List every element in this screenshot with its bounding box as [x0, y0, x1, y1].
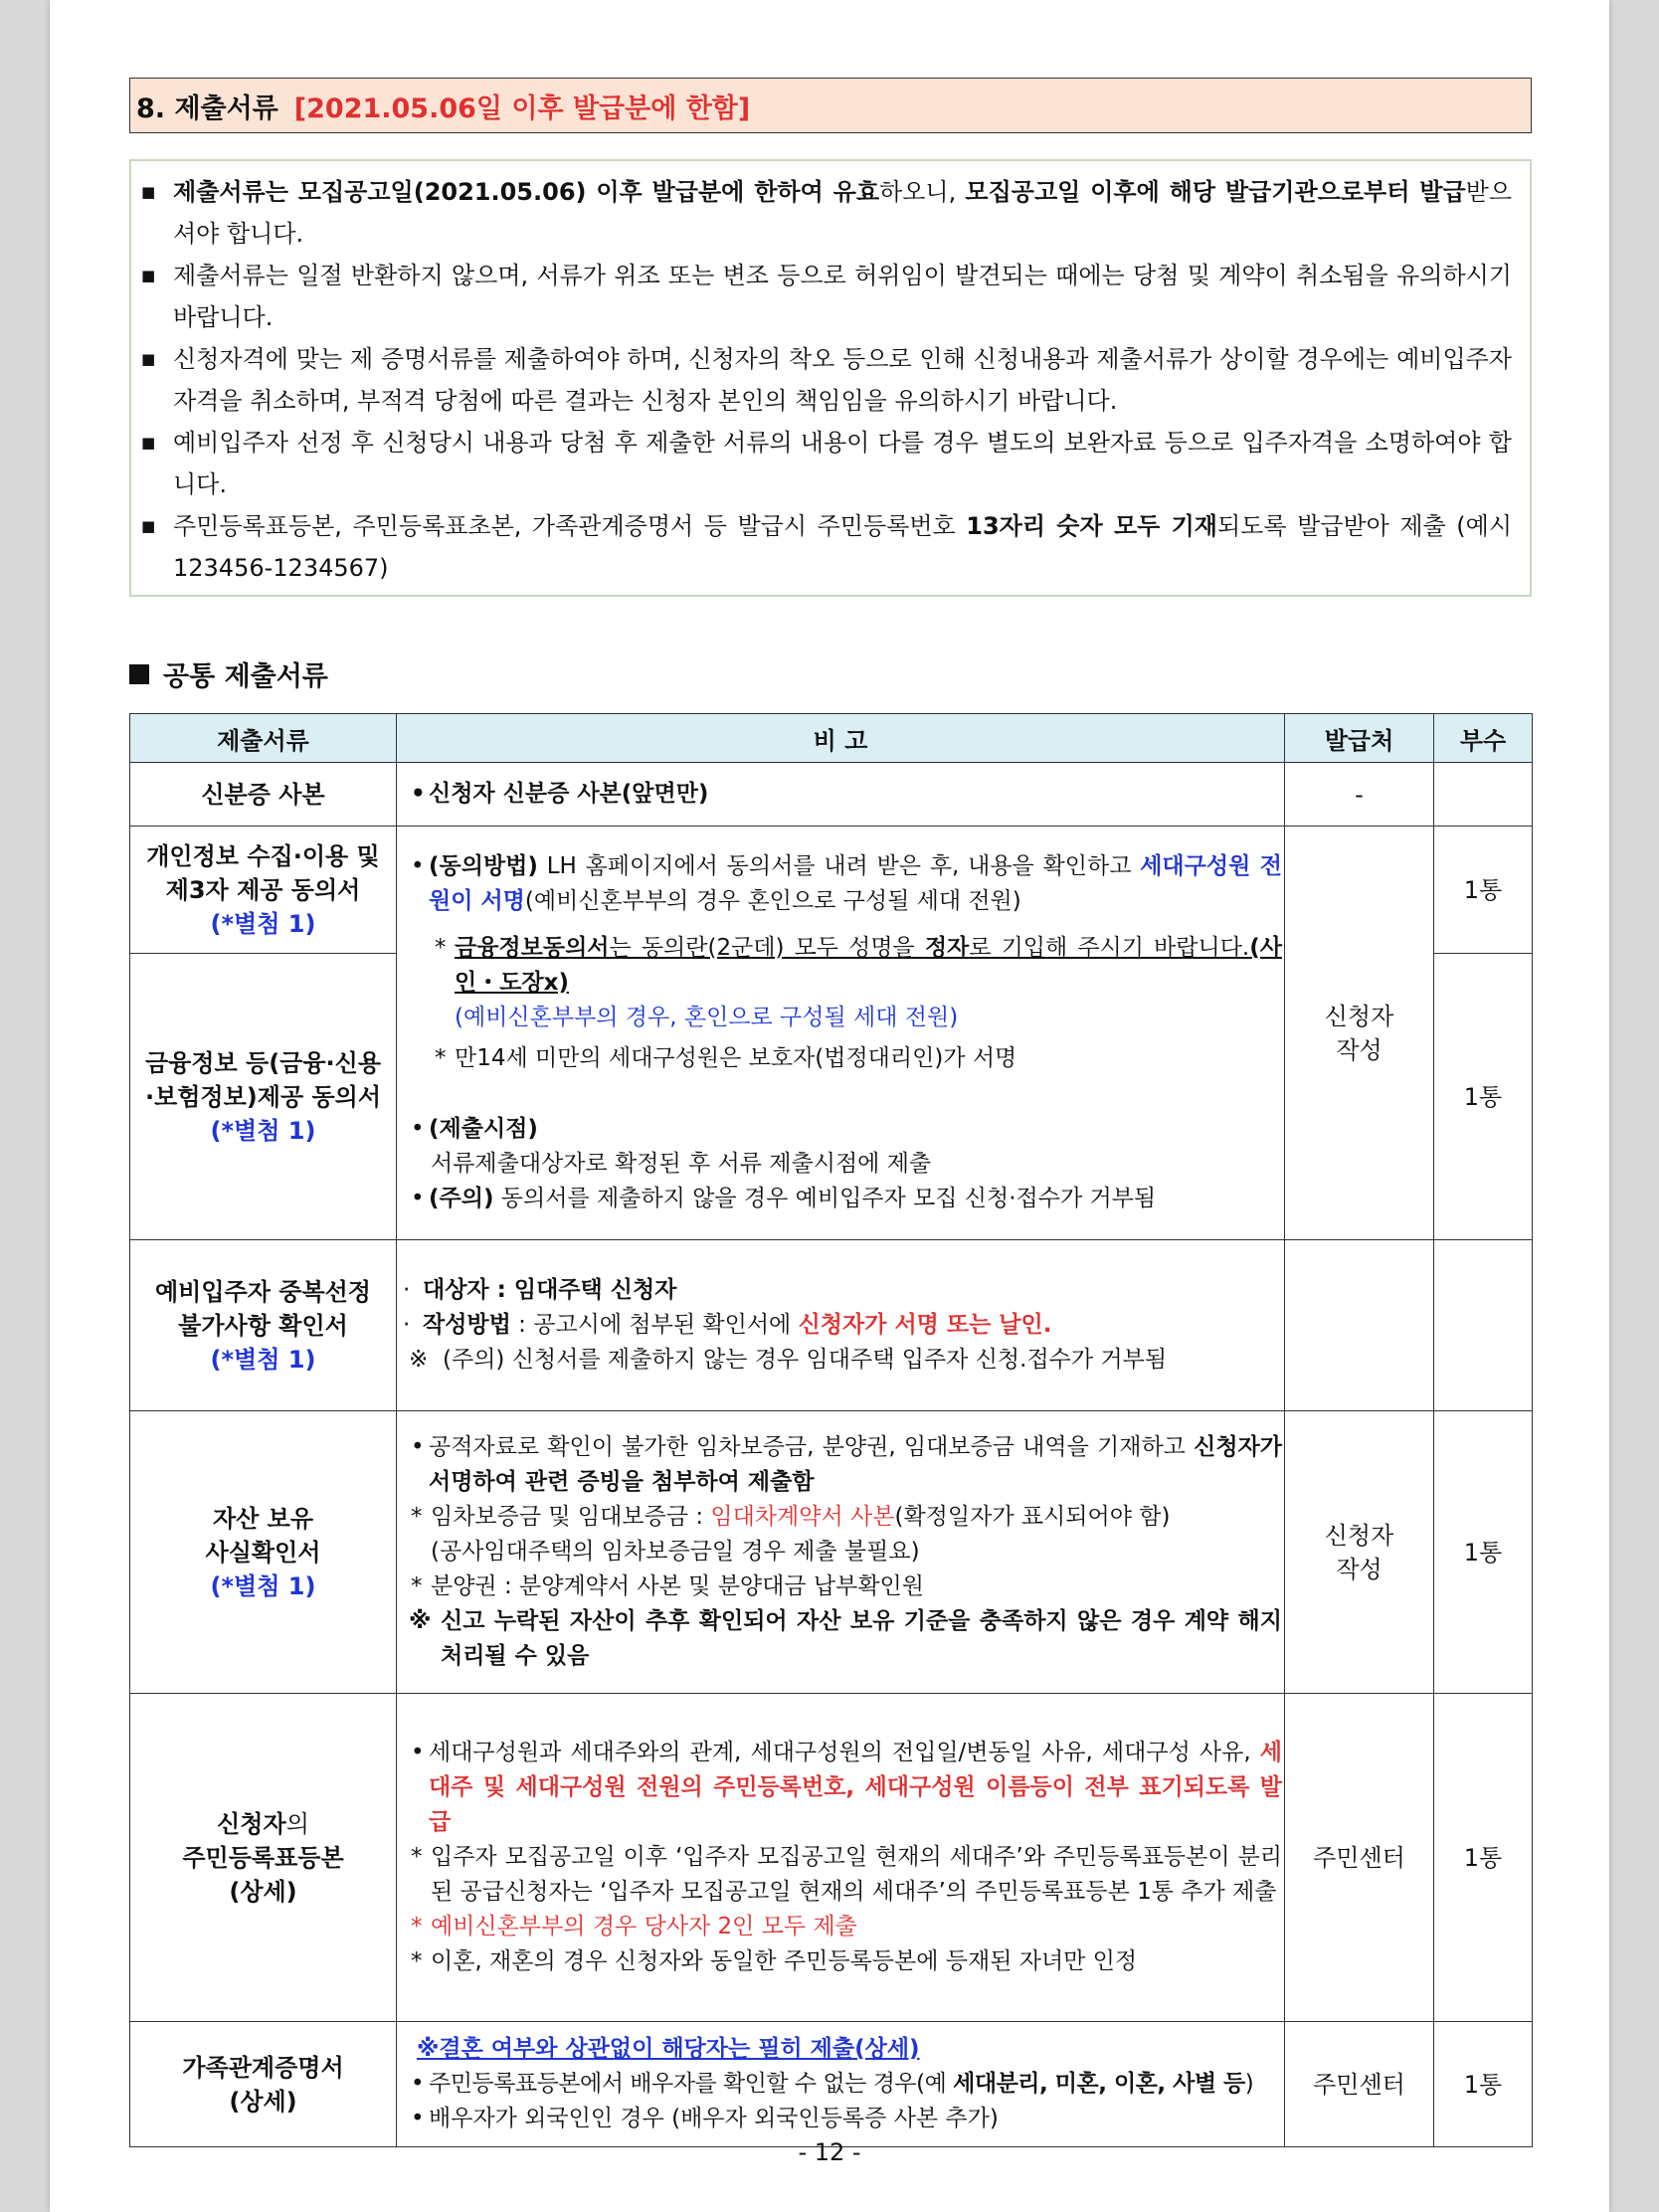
resident-remarks: • 세대구성원과 세대주와의 관계, 세대구성원의 전입일/변동일 사유, 세대구성 사유, 세대주 및 세대구성원 전원의 주민등록번호, 세대구성원 이름등이 전부 표기되도록 발급 * 입주자 모집공고일 이후 ‘입주자 모집공고일 현재의 세대주’와 주민등록표등본이 분리된 공급신청자는 ‘입주자 모집공고일 현재의 세대주’의 주민등록표등본 1통 추가 제출 * 예비신혼부부의 경우 당사자 2인 모두 제출 * 이혼, 재혼의 경우 신청자와 동일한 주민등록등본에 등재된 자녀만 인정 — [397, 1694, 1285, 2022]
header-remark: 비 고 — [397, 714, 1285, 763]
square-bullet-icon — [129, 664, 149, 684]
remark-text: • 신청자 신분증 사본(앞면만) — [403, 777, 1282, 812]
table-row — [130, 1240, 1533, 1411]
finance-consent-note: * 금융정보동의서는 동의란(2군데) 모두 성명을 정자로 기입해 주시기 바랍니다.(사인・도장x) — [403, 931, 1282, 1001]
doc-finance-consent: 금융정보 등(금융·신용 ·보험정보)제공 동의서 (*별첨 1) — [130, 954, 397, 1240]
header-doc: 제출서류 — [130, 714, 397, 763]
common-heading: 공통 제출서류 — [129, 654, 1532, 693]
issuer-cell: 신청자 작성 — [1285, 827, 1434, 1240]
page-number: - 12 - — [798, 2138, 861, 2166]
copies-cell: 1통 — [1434, 1411, 1533, 1694]
copies-cell: 1통 — [1434, 827, 1533, 954]
document-page — [50, 0, 1609, 2212]
submit-timing: • (제출시점) — [403, 1112, 1282, 1147]
doc-id-copy: 신분증 사본 — [130, 763, 397, 827]
header-copies: 부수 — [1434, 714, 1533, 763]
table-row — [130, 763, 1533, 827]
section-title-note: [2021.05.06일 이후 발급분에 한함] — [293, 92, 751, 124]
issuer-cell: 주민센터 — [1285, 1694, 1434, 2022]
asset-remarks: • 공적자료로 확인이 불가한 임차보증금, 분양권, 임대보증금 내역을 기재하고 신청자가 서명하여 관련 증빙을 첨부하여 제출함 * 임차보증금 및 임대보증금 : 임대차계약서 사본(확정일자가 표시되어야 함) (공사임대주택의 임차보증금일 경우 제출 불필요) * 분양권 : 분양계약서 사본 및 분양대금 납부확인원 ※ 신고 누락된 자산이 추후 확인되어 자산 보유 기준을 충족하지 않은 경우 계약 해지 처리될 수 있음 — [397, 1411, 1285, 1694]
table-header-row — [130, 714, 1533, 763]
doc-duplicate-check: 예비입주자 중복선정 불가사항 확인서 (*별첨 1) — [130, 1240, 397, 1411]
note-item: ■ 주민등록표등본, 주민등록표초본, 가족관계증명서 등 발급시 주민등록번호 13자리 숫자 모두 기재되도록 발급받아 제출 (예시 123456-1234567) — [139, 505, 1512, 589]
header-issuer: 발급처 — [1285, 714, 1434, 763]
table-row — [130, 1411, 1533, 1694]
doc-family-relation: 가족관계증명서 (상세) — [130, 2022, 397, 2147]
duplicate-remarks: · 대상자 : 임대주택 신청자 · 작성방법 : 공고시에 첨부된 확인서에 신청자가 서명 또는 날인. ※ (주의) 신청서를 제출하지 않는 경우 임대주택 입주자 신청.접수가 거부됨 — [397, 1240, 1285, 1411]
copies-cell: 1통 — [1434, 2022, 1533, 2147]
newlywed-note: (예비신혼부부의 경우, 혼인으로 구성될 세대 전원) — [455, 1005, 959, 1030]
notes-box — [129, 159, 1532, 597]
section-title — [129, 78, 1532, 133]
minor-note: * 만14세 미만의 세대구성원은 보호자(법정대리인)가 서명 — [403, 1041, 1282, 1076]
doc-asset-confirm: 자산 보유 사실확인서 (*별첨 1) — [130, 1411, 397, 1694]
note-item: ■ 예비입주자 선정 후 신청당시 내용과 당첨 후 제출한 서류의 내용이 다를 경우 별도의 보완자료 등으로 입주자격을 소명하여야 합니다. — [139, 422, 1512, 505]
issuer-cell — [1285, 1240, 1434, 1411]
note-item: ■ 제출서류는 일절 반환하지 않으며, 서류가 위조 또는 변조 등으로 허위임이 발견되는 때에는 당첨 및 계약이 취소됨을 유의하시기 바랍니다. — [139, 255, 1512, 338]
consent-warning: • (주의) 동의서를 제출하지 않을 경우 예비입주자 모집 신청·접수가 거부됨 — [403, 1182, 1282, 1216]
copies-cell — [1434, 763, 1533, 827]
table-row — [130, 2022, 1533, 2147]
copies-cell — [1434, 1240, 1533, 1411]
issuer-cell: 주민센터 — [1285, 2022, 1434, 2147]
issuer-cell: - — [1285, 763, 1434, 827]
section-title-text: 8. 제출서류 — [136, 92, 278, 124]
copies-cell: 1통 — [1434, 954, 1533, 1240]
documents-table — [129, 713, 1533, 2147]
consent-method: • (동의방법) LH 홈페이지에서 동의서를 내려 받은 후, 내용을 확인하고 세대구성원 전원이 서명(예비신혼부부의 경우 혼인으로 구성될 세대 전원) — [403, 849, 1282, 919]
issuer-cell: 신청자 작성 — [1285, 1411, 1434, 1694]
note-item: ■ 신청자격에 맞는 제 증명서류를 제출하여야 하며, 신청자의 착오 등으로 인해 신청내용과 제출서류가 상이할 경우에는 예비입주자 자격을 취소하며, 부적격 당첨에 따른 결과는 신청자 본인의 책임임을 유의하시기 바랍니다. — [139, 338, 1512, 422]
doc-privacy-consent: 개인정보 수집·이용 및 제3자 제공 동의서 (*별첨 1) — [130, 827, 397, 954]
table-row — [130, 1694, 1533, 2022]
consent-remarks: • (동의방법) LH 홈페이지에서 동의서를 내려 받은 후, 내용을 확인하고 세대구성원 전원이 서명(예비신혼부부의 경우 혼인으로 구성될 세대 전원) * 금융정보동의서는 동의란(2군데) 모두 성명을 정자로 기입해 주시기 바랍니다.(사인・도장x) (예비신혼부부의 경우, 혼인으로 구성될 세대 전원) * 만14세 미만의 세대구성원은 보호자(법정대리인)가 서명 • (제출시점) 서류제출대상자로 확정된 후 서류 제출시점에 제출 • (주의) 동의서를 제출하지 않을 경우 예비입주자 모집 신청·접수가 거부됨 — [397, 827, 1285, 1240]
page-content — [129, 78, 1532, 2147]
copies-cell: 1통 — [1434, 1694, 1533, 2022]
note-item: ■ 제출서류는 모집공고일(2021.05.06) 이후 발급분에 한하여 유효하오니, 모집공고일 이후에 해당 발급기관으로부터 발급받으셔야 합니다. — [139, 171, 1512, 255]
doc-resident-register: 신청자의 주민등록표등본 (상세) — [130, 1694, 397, 2022]
family-remarks: ※결혼 여부와 상관없이 해당자는 필히 제출(상세) • 주민등록표등본에서 배우자를 확인할 수 없는 경우(예 세대분리, 미혼, 이혼, 사별 등) • 배우자가 외국인인 경우 (배우자 외국인등록증 사본 추가) — [397, 2022, 1285, 2147]
table-row — [130, 827, 1533, 954]
